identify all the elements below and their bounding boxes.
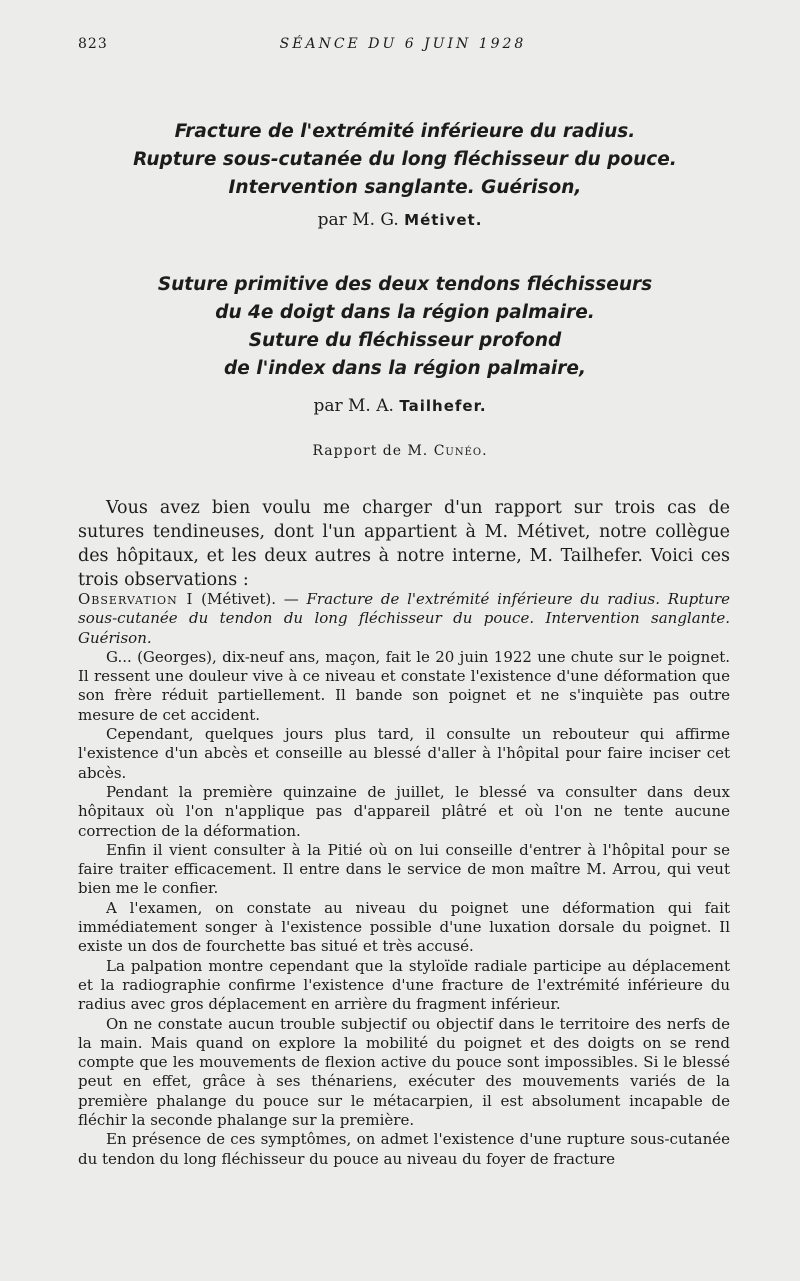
- page-header: [78, 36, 728, 56]
- byline-prefix: par M. G.: [317, 210, 399, 230]
- title-line: Fracture de l'extrémité inférieure du radius.: [174, 121, 636, 142]
- title-line: Suture primitive des deux tendons fléchisseurs: [157, 274, 653, 295]
- author-name: Tailhefer.: [399, 397, 487, 415]
- paragraph: A l'examen, on constate au niveau du poignet une déformation qui fait immédiatement songer à l'existence possible d'une luxation dorsale du poignet. Il existe un dos de fourchette bas situé et très accusé.: [78, 898, 730, 956]
- paragraph: En présence de ces symptômes, on admet l'existence d'une rupture sous-cutanée du tendon du long fléchisseur du pouce au niveau du foyer de fracture: [78, 1130, 730, 1168]
- paragraph: Pendant la première quinzaine de juillet, le blessé va consulter dans deux hôpitaux où l'on n'applique pas d'appareil plâtré et où l'on ne tente aucune correction de la déformation.: [78, 782, 730, 840]
- running-title: SÉANCE DU 6 JUIN 1928: [279, 36, 527, 52]
- observation-label: Observation I: [78, 590, 194, 608]
- reporter-name: Cunéo.: [433, 443, 488, 459]
- article-title-2: [60, 271, 750, 383]
- report-prefix: Rapport de M.: [312, 443, 429, 459]
- observation-body: [78, 590, 730, 1169]
- title-line: du 4e doigt dans la région palmaire.: [215, 302, 595, 323]
- observation-author: (Métivet). —: [193, 590, 307, 608]
- intro-text: Vous avez bien voulu me charger d'un rapport sur trois cas de sutures tendineuses, dont l'un appartient à M. Métivet, notre collègue des hôpitaux, et les deux autres à notre interne, M. Tailhefer. Voici ces trois observations :: [78, 498, 730, 590]
- observation-title: Fracture de l'extrémité inférieure du radius. Rupture sous-cutanée du tendon du long fléchisseur du pouce. Intervention sanglante. Guérison.: [78, 590, 730, 647]
- title-line: Intervention sanglante. Guérison,: [228, 177, 582, 198]
- title-line: Rupture sous-cutanée du long fléchisseur du pouce.: [133, 149, 677, 170]
- byline-prefix: par M. A.: [313, 396, 394, 416]
- paragraph: Enfin il vient consulter à la Pitié où on lui conseille d'entrer à l'hôpital pour se faire traiter efficacement. Il entre dans le service de mon maître M. Arrou, qui veut bien me le confier.: [78, 840, 730, 898]
- intro-paragraph: [78, 496, 730, 592]
- paragraph: Cependant, quelques jours plus tard, il consulte un rebouteur qui affirme l'existence d'un abcès et conseille au blessé d'aller à l'hôpital pour faire inciser cet abcès.: [78, 725, 730, 782]
- paragraph: La palpation montre cependant que la styloïde radiale participe au déplacement et la radiographie confirme l'existence d'une fracture de l'extrémité inférieure du radius avec gros déplacement en arrière du fragment inférieur.: [78, 956, 730, 1014]
- report-line: [0, 443, 800, 459]
- paragraph: On ne constate aucun trouble subjectif ou objectif dans le territoire des nerfs de la main. Mais quand on explore la mobilité du poignet et des doigts on se rend compte que les mouvements de flexion active du pouce sont impossibles. Si le blessé peut en effet, grâce à ses thénariens, exécuter des mouvements variés de la première phalange du pouce sur le métacarpien, il est absolument incapable de fléchir la seconde phalange sur la première.: [78, 1014, 730, 1130]
- author-name: Métivet.: [404, 211, 483, 229]
- title-line: Suture du fléchisseur profond: [248, 330, 562, 351]
- observation-heading: [78, 590, 730, 648]
- page-number: 823: [78, 36, 108, 52]
- paragraph: G... (Georges), dix-neuf ans, maçon, fait le 20 juin 1922 une chute sur le poignet. Il ressent une douleur vive à ce niveau et constate l'existence d'une déformation que son frère réduit partiellement. Il bande son poignet et ne s'inquiète pas outre mesure de cet accident.: [78, 647, 730, 724]
- byline-2: [0, 396, 800, 416]
- title-line: de l'index dans la région palmaire,: [224, 358, 586, 379]
- byline-1: [0, 210, 800, 230]
- article-title-1: [60, 118, 750, 202]
